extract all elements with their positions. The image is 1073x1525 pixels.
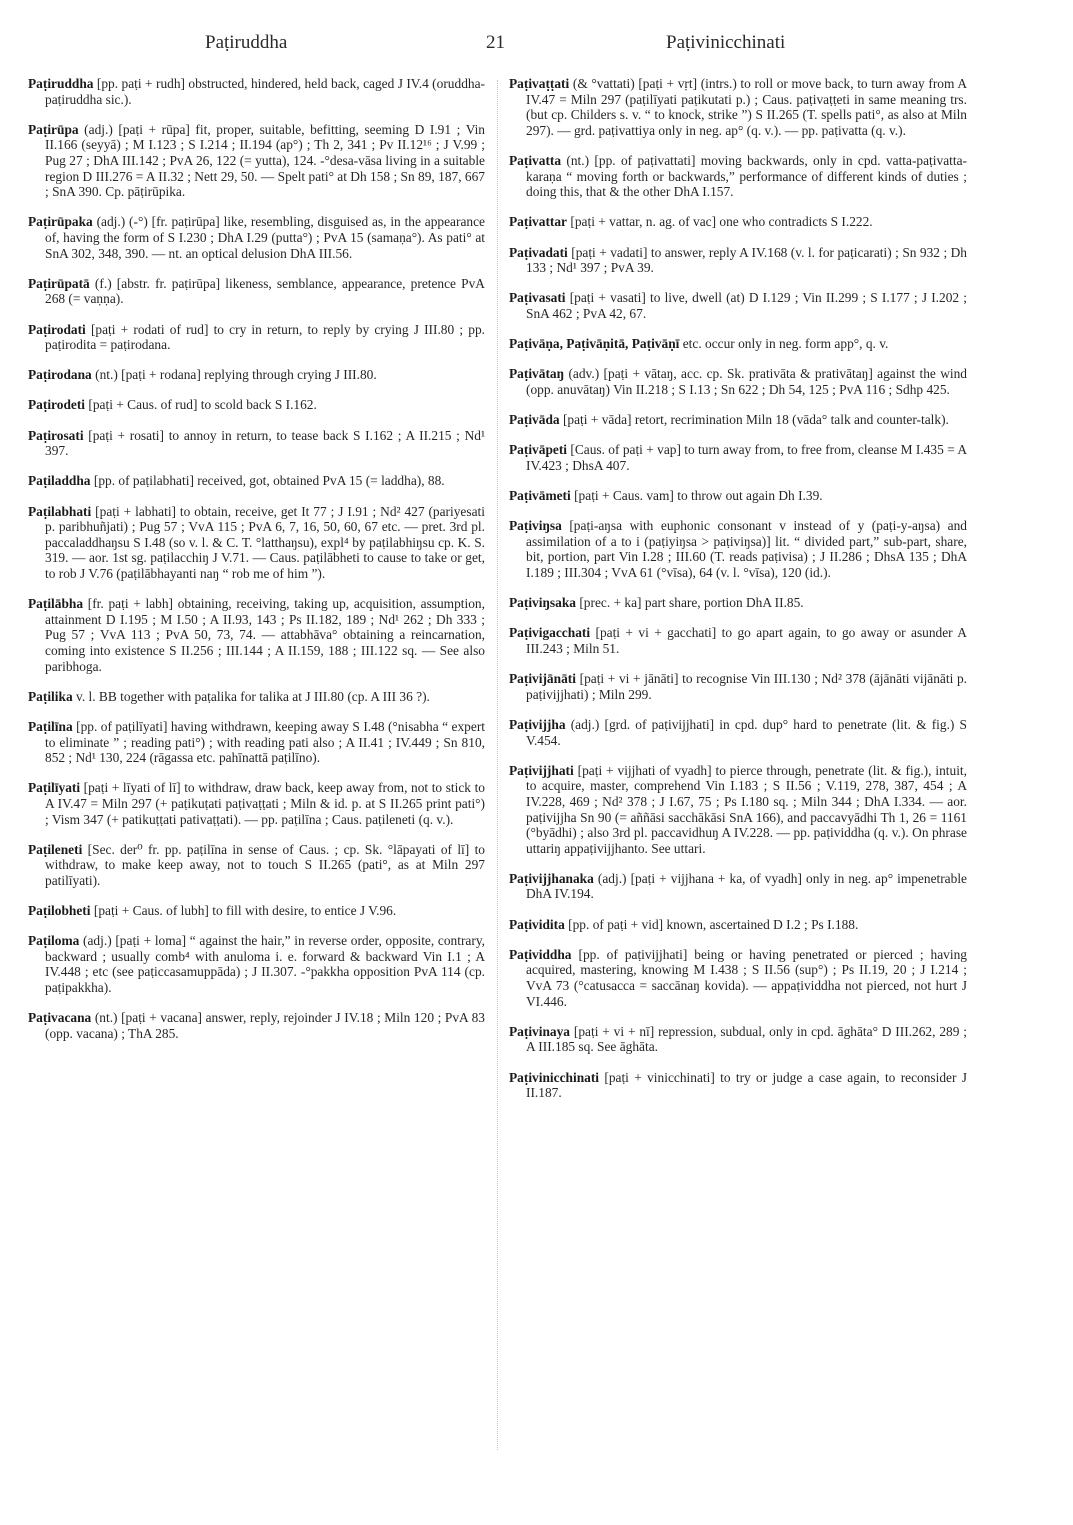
entry-definition: [paṭi + Caus. vam] to throw out again Dh I.39. bbox=[574, 488, 823, 504]
entry-definition: [pp. of paṭi + vid] known, ascertained D I.2 ; Ps I.188. bbox=[568, 916, 859, 932]
dictionary-entry bbox=[509, 412, 967, 428]
left-column bbox=[28, 76, 485, 1516]
dictionary-entry bbox=[28, 780, 485, 827]
dictionary-entry bbox=[509, 76, 967, 138]
entry-definition: (nt.) [paṭi + vacana] answer, reply, rejoinder J IV.18 ; Miln 120 ; PvA 83 (opp. vacana) ; ThA 285. bbox=[45, 1010, 485, 1041]
entry-headword: Paṭilīyati bbox=[28, 780, 81, 796]
dictionary-entry bbox=[509, 518, 967, 580]
entry-definition: (adj.) [paṭi + loma] “ against the hair,” in reverse order, opposite, contrary, backward ; usually comb⁴ with anuloma i. e. forward & backward Vin I.1 ; A IV.448 ; etc (see paṭiccasamuppāda) ; J II.307. -°pakkha opposition PvA 114 (cp. paṭipakkha). bbox=[45, 933, 485, 996]
entry-definition: [paṭi + vasati] to live, dwell (at) D I.129 ; Vin II.299 ; S I.177 ; J I.202 ; SnA 462 ; PvA 42, 67. bbox=[526, 290, 967, 321]
entry-definition: [prec. + ka] part share, portion DhA II.85. bbox=[579, 595, 804, 611]
entry-headword: Paṭivacana bbox=[28, 1010, 92, 1026]
entry-definition: [pp. of paṭilabhati] received, got, obtained PvA 15 (= laddha), 88. bbox=[93, 473, 445, 489]
entry-definition: (nt.) [paṭi + rodana] replying through crying J III.80. bbox=[95, 367, 377, 383]
entry-headword: Paṭividita bbox=[509, 916, 565, 932]
dictionary-entry bbox=[509, 871, 967, 902]
entry-headword: Paṭivasati bbox=[509, 290, 566, 306]
dictionary-entry bbox=[509, 1024, 967, 1055]
entry-definition: [paṭi + vinicchinati] to try or judge a case again, to reconsider J II.187. bbox=[526, 1069, 967, 1101]
entry-definition: [paṭi + vi + jānāti] to recognise Vin III.130 ; Nd² 378 (ājānāti vijānāti p. paṭivijjhati) ; Miln 299. bbox=[526, 671, 967, 702]
entry-headword: Paṭilika bbox=[28, 688, 73, 704]
entry-headword: Paṭirodati bbox=[28, 321, 86, 337]
page-header bbox=[0, 28, 1073, 58]
dictionary-entry bbox=[509, 717, 967, 748]
dictionary-entry bbox=[28, 397, 485, 413]
entry-definition: [paṭi + rosati] to annoy in return, to tease back S I.162 ; A II.215 ; Nd¹ 397. bbox=[45, 427, 485, 459]
entry-headword: Paṭiviŋsaka bbox=[509, 595, 576, 611]
entry-definition: (adj.) [paṭi + vijjhana + ka, of vyadh] only in neg. ap° impenetrable DhA IV.194. bbox=[526, 870, 967, 902]
dictionary-entry bbox=[509, 245, 967, 276]
entry-headword: Paṭilobheti bbox=[28, 903, 91, 919]
right-column bbox=[509, 76, 967, 1516]
entry-definition: [paṭi + labhati] to obtain, receive, get It 77 ; J I.91 ; Nd² 427 (pariyesati p. paribhuñjati) ; Pug 57 ; VvA 115 ; PvA 6, 7, 16, 50, 60, 67 etc. — pret. 3rd pl. paccaladdhaŋsu S I.48 (so v. l. & C. T. °latthaŋsu), expl⁴ by paṭilabhiŋsu cp. K. S. 319. — aor. 1st sg. paṭilacchiŋ J V.71. — Caus. paṭilābheti to cause to take or get, to rob J V.76 (paṭilābhayanti naŋ “ rob me of him ”). bbox=[45, 503, 485, 581]
dictionary-entry bbox=[28, 842, 485, 889]
entry-headword: Paṭivadati bbox=[509, 244, 568, 260]
dictionary-entry bbox=[509, 366, 967, 397]
dictionary-entry bbox=[28, 322, 485, 353]
dictionary-entry bbox=[28, 1010, 485, 1041]
entry-definition: [paṭi + vijjhati of vyadh] to pierce through, penetrate (lit. & fig.), intuit, to acquire, master, comprehend Vin I.183 ; S II.56 ; V.119, 278, 387, 454 ; A IV.228, 469 ; Nd² 378 ; J I.67, 75 ; Ps I.180 sq. ; Miln 344 ; DhA I.334. — aor. paṭivijjha Sn 90 (= aññāsi sacchākāsi SnA 166), and paccavyādhi Th 1, 26 = 1161 (°byādhi) ; also 3rd pl. paccavidhuŋ A IV.228. — pp. paṭividdha (q. v.). On phrase uttariŋ appaṭivijjhanto. See uttari. bbox=[526, 762, 967, 856]
dictionary-entry bbox=[28, 428, 485, 459]
dictionary-entry bbox=[28, 903, 485, 919]
dictionary-entry bbox=[509, 336, 967, 352]
entry-headword: Paṭivāpeti bbox=[509, 442, 568, 458]
dictionary-entry bbox=[509, 763, 967, 857]
entry-headword: Paṭiloma bbox=[28, 933, 80, 949]
entry-headword: Paṭivinicchinati bbox=[509, 1069, 600, 1085]
entry-headword: Paṭivijjhanaka bbox=[509, 870, 594, 886]
entry-headword: Paṭivattar bbox=[509, 214, 568, 230]
entry-headword: Paṭilābha bbox=[28, 596, 84, 612]
dictionary-entry bbox=[509, 625, 967, 656]
dictionary-entry bbox=[28, 504, 485, 582]
dictionary-entry bbox=[509, 1070, 967, 1101]
entry-definition: (nt.) [pp. of paṭivattati] moving backwards, only in cpd. vatta-paṭivatta-karaṇa “ moving forth or backwards,” performance of different kinds of duties ; doing this, that & the other DhA I.157. bbox=[526, 152, 967, 200]
dictionary-entry bbox=[28, 933, 485, 995]
entry-definition: (adv.) [paṭi + vātaŋ, acc. cp. Sk. prativāta & prativātaŋ] against the wind (opp. anuvātaŋ) Vin II.218 ; S I.13 ; Sn 622 ; Dh 54, 125 ; PvA 116 ; Sdhp 425. bbox=[526, 366, 967, 397]
dictionary-entry bbox=[28, 719, 485, 766]
dictionary-entry bbox=[509, 917, 967, 933]
dictionary-entry bbox=[509, 488, 967, 504]
entry-definition: (f.) [abstr. fr. paṭirūpa] likeness, semblance, appearance, pretence PvA 268 (= vaṇṇa). bbox=[45, 275, 485, 307]
dictionary-entry bbox=[509, 290, 967, 321]
entry-definition: v. l. BB together with paṭalika for talika at J III.80 (cp. A III 36 ?). bbox=[76, 688, 430, 704]
entry-headword: Paṭilīna bbox=[28, 718, 73, 734]
dictionary-entry bbox=[509, 671, 967, 702]
dictionary-entry bbox=[509, 595, 967, 611]
dictionary-entry bbox=[509, 214, 967, 230]
entry-headword: Paṭivāṇa, Paṭivāṇitā, Paṭivāṇī bbox=[509, 336, 680, 352]
dictionary-entry bbox=[509, 442, 967, 473]
dictionary-entry bbox=[28, 367, 485, 383]
entry-headword: Paṭirodeti bbox=[28, 397, 86, 413]
page-number: 21 bbox=[486, 32, 505, 53]
entry-definition: [paṭi + vi + nī] repression, subdual, only in cpd. āghāta° D III.262, 289 ; A III.185 sq. See āghāta. bbox=[526, 1023, 967, 1055]
entry-headword: Paṭilabhati bbox=[28, 503, 92, 519]
entry-definition: (& °vattati) [paṭi + vṛt] (intrs.) to roll or move back, to turn away from A IV.47 = Miln 297 (paṭilīyati paṭikutati p.) ; Caus. paṭivaṭṭeti in same meaning trs. (but cp. Childers s. v. “ to knock, strike ”) S II.265 (T. spells pati°, as also at Miln 297). — grd. paṭivattiya only in neg. ap° (q. v.). — pp. paṭivatta (q. v.). bbox=[526, 76, 967, 138]
dictionary-entry bbox=[28, 214, 485, 261]
entry-headword: Paṭivātaŋ bbox=[509, 366, 565, 382]
entry-definition: (adj.) [paṭi + rūpa] fit, proper, suitable, befitting, seeming D I.91 ; Vin II.166 (seyyā) ; M I.123 ; S I.214 ; II.194 (ap°) ; Th 2, 341 ; Pv II.12¹⁶ ; J V.99 ; Pug 27 ; DhA III.142 ; PvA 26, 122 (= yutta), 124. -°desa-vāsa living in a suitable region D III.276 = A II.32 ; Nett 29, 50. — Spelt pati° at Dh 158 ; Sn 89, 187, 667 ; SnA 390. Cp. pāṭirūpika. bbox=[45, 121, 485, 200]
dictionary-entry bbox=[509, 947, 967, 1009]
entry-headword: Paṭirūpa bbox=[28, 121, 79, 137]
entry-definition: [paṭi + Caus. of rud] to scold back S I.162. bbox=[88, 397, 317, 413]
entry-headword: Paṭivāda bbox=[509, 412, 560, 428]
entry-definition: [paṭi + līyati of lī] to withdraw, draw back, keep away from, not to stick to A IV.47 = Miln 297 (+ paṭikuṭati paṭivaṭṭati ; Miln & id. p. at S II.265 print pati°) ; Vism 347 (+ patikuṭṭati pativaṭṭati). — pp. paṭilīna ; Caus. paṭileneti (q. v.). bbox=[45, 780, 485, 827]
entry-headword: Paṭirūpatā bbox=[28, 275, 90, 291]
entry-headword: Paṭivāmeti bbox=[509, 488, 571, 504]
entry-headword: Paṭirosati bbox=[28, 427, 84, 443]
entry-definition: [pp. paṭi + rudh] obstructed, hindered, held back, caged J IV.4 (oruddha-paṭiruddha sic.). bbox=[45, 76, 485, 107]
entry-headword: Paṭivatta bbox=[509, 152, 562, 168]
entry-definition: [paṭi + vi + gacchati] to go apart again, to go away or asunder A III.243 ; Miln 51. bbox=[526, 625, 967, 656]
entry-definition: [paṭi + vadati] to answer, reply A IV.168 (v. l. for paṭicarati) ; Sn 932 ; Dh 133 ; Nd¹ 397 ; PvA 39. bbox=[526, 244, 967, 276]
dictionary-entry bbox=[28, 122, 485, 200]
entry-definition: etc. occur only in neg. form app°, q. v. bbox=[682, 336, 889, 352]
entry-definition: [paṭi-aŋsa with euphonic consonant v instead of y (paṭi-y-aŋsa) and assimilation of a to i (paṭiyiŋsa > paṭiviŋsa)] lit. “ divided part,” sub-part, share, bit, portion, part Vin I.28 ; III.60 (T. reads paṭivisa) ; J II.286 ; DhsA 135 ; DhA I.189 ; III.304 ; VvA 61 (°vīsa), 64 (v. l. °vīsa), 120 (id.). bbox=[526, 518, 967, 580]
header-right-guide-word: Paṭivinicchinati bbox=[666, 32, 786, 53]
entry-headword: Paṭivijjha bbox=[509, 716, 566, 732]
column-divider bbox=[497, 80, 498, 1450]
entry-headword: Paṭiladdha bbox=[28, 473, 91, 489]
entry-definition: [Sec. der⁰ fr. pp. paṭilīna in sense of Caus. ; cp. Sk. °lāpayati of lī] to withdraw, to make keep away, not to touch S II.265 (pati°, as at Miln 297 patilīyati). bbox=[45, 841, 485, 888]
dictionary-entry bbox=[28, 473, 485, 489]
entry-definition: [paṭi + vāda] retort, recrimination Miln 18 (vāda° talk and counter-talk). bbox=[562, 412, 949, 428]
entry-definition: (adj.) (-°) [fr. paṭirūpa] like, resembling, disguised as, in the appearance of, having the form of S I.230 ; DhA I.29 (putta°) ; PvA 15 (samaṇa°). As pati° at SnA 302, 348, 390. — nt. an optical delusion DhA III.56. bbox=[45, 214, 485, 261]
entry-definition: [paṭi + rodati of rud] to cry in return, to reply by crying J III.80 ; pp. paṭirodita = paṭirodana. bbox=[45, 321, 485, 353]
dictionary-entry bbox=[28, 596, 485, 674]
dictionary-entry bbox=[28, 276, 485, 307]
entry-definition: [fr. paṭi + labh] obtaining, receiving, taking up, acquisition, assumption, attainment D I.195 ; M I.50 ; A II.93, 143 ; Ps II.182, 189 ; Nd¹ 262 ; Dh 333 ; Pug 57 ; VvA 113 ; PvA 50, 73, 74. — attabhāva° obtaining a reincarnation, coming into existence S II.256 ; III.144 ; A II.159, 188 ; III.122 sq. — See also paribhoga. bbox=[45, 596, 485, 674]
entry-definition: [paṭi + vattar, n. ag. of vac] one who contradicts S I.222. bbox=[570, 214, 873, 230]
entry-headword: Paṭivigacchati bbox=[509, 625, 591, 641]
entry-headword: Paṭividdha bbox=[509, 946, 572, 962]
header-left-guide-word: Paṭiruddha bbox=[205, 32, 288, 53]
entry-headword: Paṭileneti bbox=[28, 841, 83, 857]
entry-definition: (adj.) [grd. of paṭivijjhati] in cpd. dup° hard to penetrate (lit. & fig.) S V.454. bbox=[526, 716, 967, 748]
dictionary-entry bbox=[28, 689, 485, 705]
entry-headword: Paṭiviŋsa bbox=[509, 518, 562, 534]
entry-headword: Paṭivijānāti bbox=[509, 671, 576, 687]
entry-headword: Paṭiruddha bbox=[28, 76, 94, 91]
entry-headword: Paṭivijjhati bbox=[509, 762, 574, 778]
entry-headword: Paṭirūpaka bbox=[28, 214, 93, 230]
entry-headword: Paṭivaṭṭati bbox=[509, 76, 570, 91]
entry-definition: [paṭi + Caus. of lubh] to fill with desire, to entice J V.96. bbox=[93, 903, 397, 919]
entry-headword: Paṭirodana bbox=[28, 367, 92, 383]
entry-definition: [Caus. of paṭi + vap] to turn away from, to free from, cleanse M I.435 = A IV.423 ; DhsA 407. bbox=[526, 442, 967, 473]
entry-definition: [pp. of paṭilīyati] having withdrawn, keeping away S I.48 (°nisabha “ expert to eliminate ” ; reading pati°) ; with reading pati also ; A II.41 ; IV.449 ; Sn 810, 852 ; Nd¹ 130, 224 (rāgassa etc. pahīnattā paṭilīno). bbox=[45, 718, 485, 766]
dictionary-entry bbox=[28, 76, 485, 107]
entry-definition: [pp. of paṭivijjhati] being or having penetrated or pierced ; having acquired, mastering, knowing M I.438 ; S II.56 (sup°) ; Ps II.19, 20 ; J I.214 ; VvA 73 (°catusacca = saccānaŋ kovida). — appaṭividdha not pierced, not hurt J VI.446. bbox=[526, 946, 967, 1009]
dictionary-entry bbox=[509, 153, 967, 200]
entry-headword: Paṭivinaya bbox=[509, 1023, 571, 1039]
